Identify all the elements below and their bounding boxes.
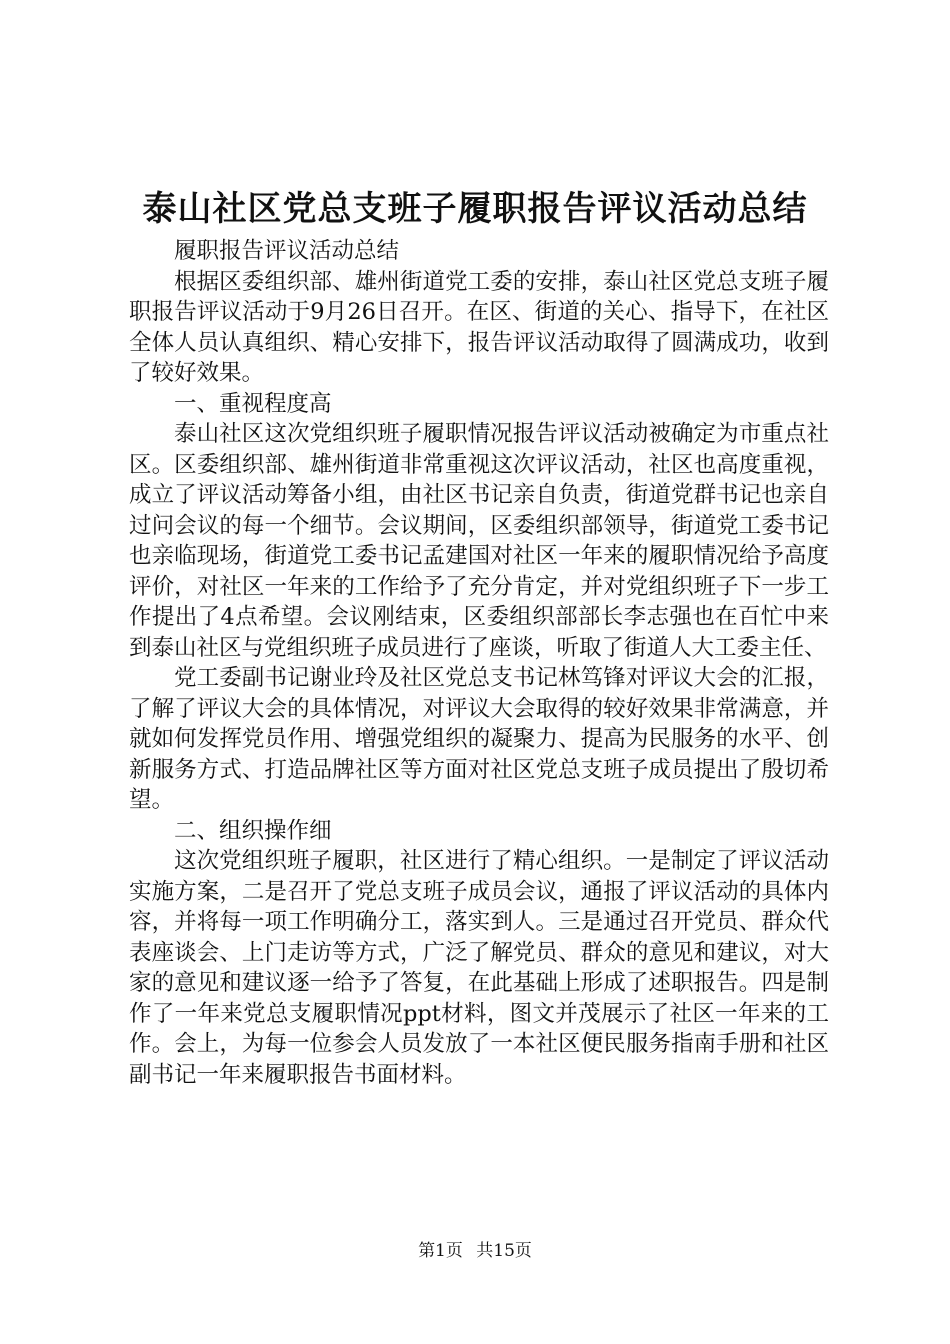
paragraph-intro: 根据区委组织部、雄州街道党工委的安排，泰山社区党总支班子履职报告评议活动于9月26日召开。在区、街道的关心、指导下，在社区全体人员认真组织、精心安排下，报告评议活动取得了圆满成功，收到了较好效果。 — [129, 268, 829, 386]
document-body — [129, 236, 829, 1090]
page-footer — [0, 1239, 950, 1263]
page-total: 共15页 — [476, 1241, 532, 1261]
page-number: 第1页 — [418, 1241, 463, 1261]
paragraph-section-1b: 党工委副书记谢业玲及社区党总支书记林笃锋对评议大会的汇报，了解了评议大会的具体情况，对评议大会取得的较好效果非常满意，并就如何发挥党员作用、增强党组织的凝聚力、提高为民服务的水平、创新服务方式、打造品牌社区等方面对社区党总支班子成员提出了殷切希望。 — [129, 665, 829, 813]
section-heading-2: 二、组织操作细 — [174, 817, 332, 844]
paragraph-section-1a: 泰山社区这次党组织班子履职情况报告评议活动被确定为市重点社区。区委组织部、雄州街道非常重视这次评议活动，社区也高度重视，成立了评议活动筹备小组，由社区书记亲自负责，街道党群书记也亲自过问会议的每一个细节。会议期间，区委组织部领导，街道党工委书记也亲临现场，街道党工委书记孟建国对社区一年来的履职情况给予高度评价，对社区一年来的工作给予了充分肯定，并对党组织班子下一步工作提出了4点希望。会议刚结束，区委组织部部长李志强也在百忙中来到泰山社区与党组织班子成员进行了座谈，听取了街道人大工委主任、 — [129, 421, 829, 661]
paragraph-subtitle: 履职报告评议活动总结 — [174, 238, 400, 264]
document-title: 泰山社区党总支班子履职报告评议活动总结 — [142, 189, 808, 229]
section-heading-1: 一、重视程度高 — [174, 390, 332, 417]
paragraph-section-2: 这次党组织班子履职，社区进行了精心组织。一是制定了评议活动实施方案，二是召开了党总支班子成员会议，通报了评议活动的具体内容，并将每一项工作明确分工，落实到人。三是通过召开党员、群众代表座谈会、上门走访等方式，广泛了解党员、群众的意见和建议，对大家的意见和建议逐一给予了答复，在此基础上形成了述职报告。四是制作了一年来党总支履职情况ppt材料，图文并茂展示了社区一年来的工作。会上，为每一位参会人员发放了一本社区便民服务指南手册和社区副书记一年来履职报告书面材料。 — [129, 848, 829, 1088]
